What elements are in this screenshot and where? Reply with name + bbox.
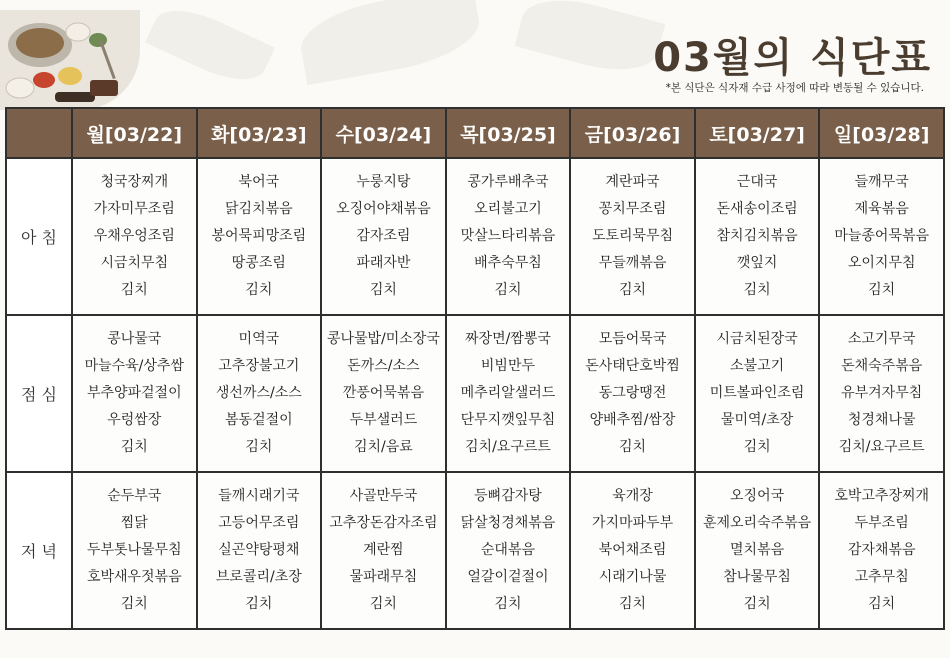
menu-cell [695, 472, 820, 629]
dish-item: 닭김치볶음 [225, 201, 293, 217]
dish-item: 김치/음료 [353, 439, 413, 455]
dish-item: 짜장면/짬뽕국 [465, 331, 551, 347]
dish-item: 실곤약탕평채 [218, 542, 300, 558]
dish-item: 닭살청경채볶음 [460, 515, 556, 531]
dish-item: 오리불고기 [474, 201, 542, 217]
dish-item: 감자조림 [356, 228, 411, 244]
day-header: 일[03/28] [819, 108, 944, 158]
background-leaf [295, 0, 484, 85]
dish-item: 오징어국 [730, 488, 785, 504]
dish-item: 시래기나물 [598, 569, 667, 585]
dish-item: 오이지무침 [847, 255, 916, 271]
dish-item: 가자미무조림 [93, 201, 175, 217]
dish-item: 돈사태단호박찜 [585, 358, 680, 374]
dish-item: 고추무침 [854, 569, 909, 585]
day-header: 화[03/23] [197, 108, 322, 158]
dish-item: 콩나물밥/미소장국 [326, 331, 440, 347]
dish-item: 김치 [619, 596, 647, 612]
meal-body [6, 158, 944, 629]
menu-cell [321, 315, 446, 472]
dish-item: 소고기무국 [847, 331, 916, 347]
dish-item: 깐풍어묵볶음 [342, 385, 424, 401]
dish-item: 순대볶음 [480, 542, 536, 558]
dish-item: 비빔만두 [480, 358, 536, 374]
dish-item: 고등어무조림 [218, 515, 300, 531]
dish-item: 계란찜 [363, 542, 404, 558]
background-leaf [515, 0, 666, 82]
menu-cell [819, 472, 944, 629]
dish-item: 청경채나물 [847, 412, 916, 428]
dish-item: 얼갈이겉절이 [467, 569, 549, 585]
dish-item: 메추리알샐러드 [460, 385, 556, 401]
day-header: 수[03/24] [321, 108, 446, 158]
dish-item: 김치 [868, 282, 896, 298]
dish-item: 근대국 [736, 174, 778, 190]
menu-cell [446, 158, 571, 315]
menu-cell [72, 472, 197, 629]
dish-item: 부추양파겉절이 [86, 385, 182, 401]
dish-item: 마늘수육/상추쌈 [84, 358, 184, 374]
dish-item: 감자채볶음 [847, 542, 916, 558]
menu-cell [570, 472, 695, 629]
dish-item: 동그랑땡전 [598, 385, 667, 401]
dish-item: 모듬어묵국 [598, 331, 667, 347]
header-row [6, 108, 944, 158]
dish-item: 유부겨자무침 [841, 385, 923, 401]
dish-item: 시금치된장국 [716, 331, 798, 347]
dish-item: 깻잎지 [736, 255, 778, 271]
dish-item: 고추장불고기 [218, 358, 300, 374]
dish-item: 등뼈감자탕 [474, 488, 542, 504]
dish-item: 김치 [369, 282, 397, 298]
menu-cell [197, 472, 322, 629]
dish-item: 김치 [868, 596, 896, 612]
day-header: 금[03/26] [570, 108, 695, 158]
dish-item: 꽁치무조림 [598, 201, 667, 217]
dish-item: 김치 [743, 282, 771, 298]
menu-cell [321, 158, 446, 315]
dish-item: 마늘종어묵볶음 [834, 228, 930, 244]
dish-item: 오징어야채볶음 [336, 201, 431, 217]
dish-item: 김치 [369, 596, 397, 612]
menu-cell [695, 158, 820, 315]
dish-item: 가지마파두부 [591, 515, 674, 531]
dish-item: 누룽지탕 [356, 174, 411, 190]
dish-item: 고추장돈감자조림 [329, 515, 438, 531]
dish-item: 브로콜리/초장 [215, 569, 302, 585]
dish-item: 김치/요구르트 [838, 439, 925, 455]
dish-item: 호박새우젓볶음 [86, 569, 182, 585]
dish-item: 파래자반 [356, 255, 411, 271]
menu-cell [819, 315, 944, 472]
dish-item: 미역국 [238, 331, 280, 347]
dish-item: 참나물무침 [723, 569, 791, 585]
dish-item: 무들깨볶음 [598, 255, 667, 271]
dish-item: 계란파국 [605, 174, 660, 190]
dish-item: 김치 [120, 596, 148, 612]
page-title: 03월의 식단표 [653, 35, 932, 81]
dish-item: 맛살느타리볶음 [460, 228, 556, 244]
dish-item: 물파래무침 [349, 569, 418, 585]
dish-item: 들깨무국 [854, 174, 909, 190]
menu-cell [321, 472, 446, 629]
dish-item: 소불고기 [730, 358, 785, 374]
dish-item: 멸치볶음 [730, 542, 785, 558]
dish-item: 미트볼파인조림 [709, 385, 805, 401]
dish-item: 땅콩조림 [231, 255, 286, 271]
dish-item: 배추숙무침 [474, 255, 542, 271]
day-header: 토[03/27] [695, 108, 820, 158]
dish-item: 생선까스/소스 [215, 385, 302, 401]
dish-item: 찜닭 [120, 515, 148, 531]
menu-cell [72, 315, 197, 472]
menu-cell [197, 315, 322, 472]
dish-item: 북어채조림 [598, 542, 667, 558]
dish-item: 순두부국 [107, 488, 162, 504]
dish-item: 북어국 [238, 174, 280, 190]
corner-cell [6, 108, 72, 158]
menu-cell [695, 315, 820, 472]
dish-item: 김치 [120, 439, 148, 455]
dish-item: 돈새송이조림 [716, 201, 798, 217]
dish-item: 두부샐러드 [349, 412, 418, 428]
meal-row [6, 158, 944, 315]
meal-row [6, 472, 944, 629]
dish-item: 참치김치볶음 [716, 228, 798, 244]
meal-row [6, 315, 944, 472]
dish-item: 김치 [245, 596, 273, 612]
dish-item: 김치 [245, 282, 273, 298]
menu-cell [72, 158, 197, 315]
meal-label: 저 녁 [6, 472, 72, 629]
dish-item: 김치 [619, 439, 647, 455]
dish-item: 돈까스/소스 [347, 358, 420, 374]
dish-item: 제육볶음 [854, 201, 909, 217]
meal-label: 아 침 [6, 158, 72, 315]
dish-item: 양배추찜/쌈장 [589, 412, 676, 428]
dish-item: 김치 [619, 282, 647, 298]
dish-item: 콩나물국 [107, 331, 162, 347]
dish-item: 단무지깻잎무침 [460, 412, 556, 428]
dish-item: 돈채숙주볶음 [841, 358, 923, 374]
menu-cell [446, 315, 571, 472]
notice-text: *본 식단은 식자재 수급 사정에 따라 변동될 수 있습니다. [665, 82, 924, 94]
dish-item: 김치 [743, 439, 771, 455]
dish-item: 봄동겉절이 [225, 412, 293, 428]
day-header: 목[03/25] [446, 108, 571, 158]
food-photo [0, 10, 140, 110]
dish-item: 봉어묵피망조림 [211, 228, 307, 244]
dish-item: 김치 [494, 596, 522, 612]
dish-item: 들깨시래기국 [218, 488, 300, 504]
dish-item: 김치 [245, 439, 273, 455]
dish-item: 훈제오리숙주볶음 [702, 515, 812, 531]
dish-item: 콩가루배추국 [467, 174, 549, 190]
dish-item: 시금치무침 [100, 255, 169, 271]
food-photo-illustration [0, 10, 140, 110]
menu-cell [819, 158, 944, 315]
dish-item: 도토리묵무침 [591, 228, 674, 244]
dish-item: 우렁쌈장 [107, 412, 162, 428]
dish-item: 청국장찌개 [100, 174, 169, 190]
menu-cell [446, 472, 571, 629]
menu-cell [570, 158, 695, 315]
menu-cell [197, 158, 322, 315]
dish-item: 우채우엉조림 [93, 228, 175, 244]
background-leaf [145, 0, 275, 93]
dish-item: 두부톳나물무침 [86, 542, 182, 558]
dish-item: 김치 [120, 282, 148, 298]
day-header: 월[03/22] [72, 108, 197, 158]
dish-item: 호박고추장찌개 [834, 488, 930, 504]
dish-item: 사골만두국 [349, 488, 418, 504]
dish-item: 김치/요구르트 [465, 439, 551, 455]
dish-item: 물미역/초장 [720, 412, 794, 428]
meal-table [5, 107, 945, 630]
dish-item: 김치 [743, 596, 771, 612]
dish-item: 육개장 [612, 488, 653, 504]
dish-item: 두부조림 [854, 515, 909, 531]
meal-label: 점 심 [6, 315, 72, 472]
menu-cell [570, 315, 695, 472]
dish-item: 김치 [494, 282, 522, 298]
